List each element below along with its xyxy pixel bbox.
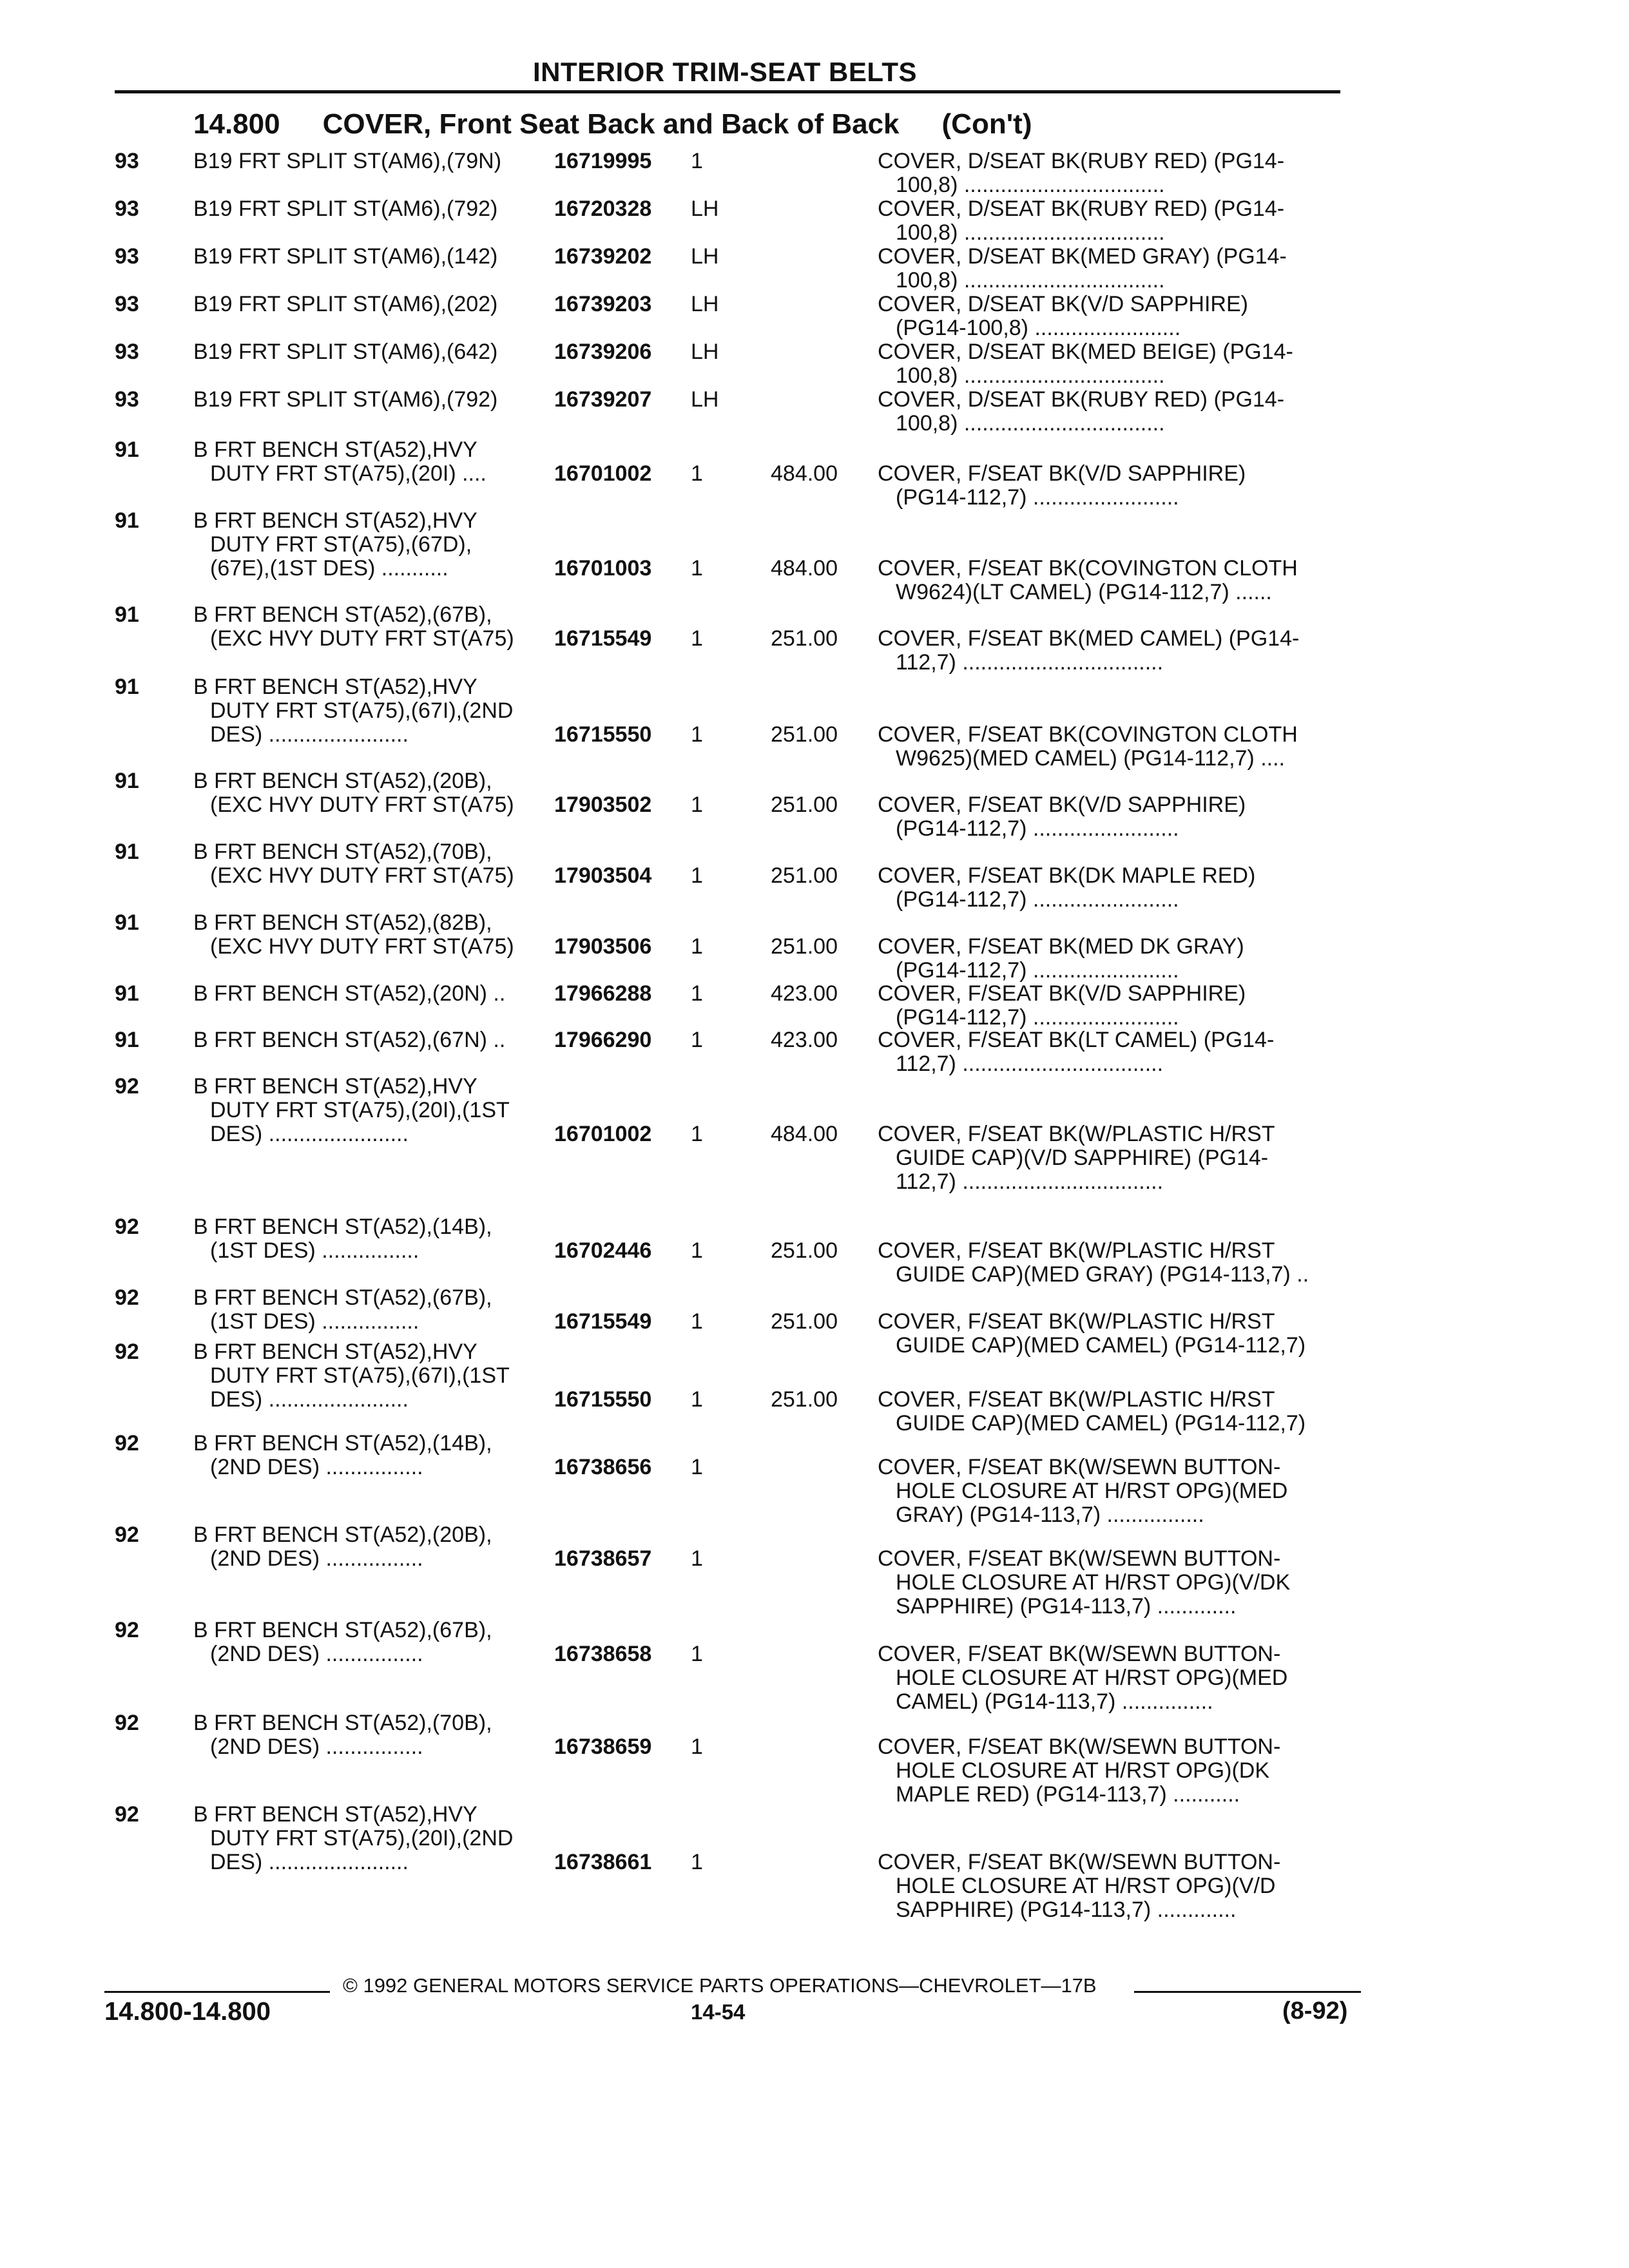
part-number: 16719995 (554, 149, 652, 173)
part-description-line: COVER, F/SEAT BK(COVINGTON CLOTH (878, 557, 1298, 581)
quantity: 1 (691, 1238, 703, 1263)
usage-description-line: (2ND DES) ................ (210, 1546, 423, 1571)
callout-number: 91 (115, 769, 139, 793)
quantity: 1 (691, 1642, 703, 1666)
part-description (878, 1547, 1367, 1619)
usage-description-line: (1ST DES) ................ (210, 1309, 419, 1334)
quantity: 1 (691, 1735, 703, 1759)
usage-description (193, 1028, 554, 1052)
part-description-line: 112,7) ................................. (896, 1052, 1164, 1076)
part-number: 17903506 (554, 934, 652, 959)
part-description-line: (PG14-100,8) ........................ (896, 316, 1181, 340)
usage-description (193, 509, 554, 581)
usage-description-line: B FRT BENCH ST(A52),(20N) .. (193, 981, 506, 1006)
part-description (878, 1310, 1367, 1358)
callout-number: 91 (115, 840, 139, 864)
part-description-line: HOLE CLOSURE AT H/RST OPG)(DK (896, 1759, 1270, 1783)
price: 251.00 (771, 1238, 838, 1263)
callout-number: 91 (115, 675, 139, 699)
usage-description (193, 340, 554, 364)
part-description-line: COVER, F/SEAT BK(W/PLASTIC H/RST (878, 1310, 1275, 1334)
part-number: 16715550 (554, 1387, 652, 1412)
part-description-line: MAPLE RED) (PG14-113,7) ........... (896, 1783, 1240, 1807)
callout-number: 91 (115, 508, 139, 533)
quantity: 1 (691, 722, 703, 747)
part-description (878, 462, 1367, 510)
part-description-line: COVER, D/SEAT BK(MED BEIGE) (PG14- (878, 340, 1293, 364)
part-description-line: CAMEL) (PG14-113,7) ............... (896, 1690, 1213, 1714)
usage-description-line: (EXC HVY DUTY FRT ST(A75) (210, 934, 514, 959)
part-description-line: COVER, D/SEAT BK(V/D SAPPHIRE) (878, 293, 1248, 316)
usage-description (193, 769, 554, 817)
part-number: 17903504 (554, 863, 652, 888)
quantity: 1 (691, 626, 703, 651)
part-number: 17966290 (554, 1028, 652, 1052)
page-title: INTERIOR TRIM-SEAT BELTS (532, 57, 918, 87)
part-description-line: 100,8) ................................. (896, 364, 1165, 388)
footer-page-number: 14-54 (691, 2000, 746, 2024)
price: 251.00 (771, 722, 838, 747)
footer-rule-right (1134, 1991, 1361, 1993)
part-description-line: COVER, F/SEAT BK(COVINGTON CLOTH (878, 723, 1298, 747)
part-description-line: COVER, F/SEAT BK(W/SEWN BUTTON- (878, 1850, 1281, 1874)
callout-number: 93 (115, 340, 139, 364)
section-number: 14.800 (193, 108, 280, 140)
quantity: LH (691, 340, 719, 364)
part-description (878, 1850, 1367, 1922)
usage-description-line: (2ND DES) ................ (210, 1735, 423, 1759)
part-description (878, 293, 1367, 340)
part-description-line: GUIDE CAP)(MED CAMEL) (PG14-112,7) (896, 1334, 1306, 1358)
part-description-line: COVER, F/SEAT BK(V/D SAPPHIRE) (878, 462, 1246, 486)
usage-description-line: B FRT BENCH ST(A52),(67N) .. (193, 1028, 506, 1052)
part-description-line: 100,8) ................................. (896, 412, 1165, 436)
part-description (878, 723, 1367, 771)
quantity: 1 (691, 556, 703, 581)
quantity: LH (691, 387, 719, 412)
usage-description-line: B FRT BENCH ST(A52),(14B), (193, 1431, 492, 1456)
part-description-line: COVER, F/SEAT BK(W/SEWN BUTTON- (878, 1642, 1281, 1666)
part-description-line: COVER, F/SEAT BK(W/SEWN BUTTON- (878, 1456, 1281, 1479)
callout-number: 92 (115, 1285, 139, 1310)
callout-number: 93 (115, 244, 139, 269)
callout-number: 92 (115, 1431, 139, 1456)
usage-description (193, 149, 554, 173)
quantity: 1 (691, 1122, 703, 1146)
callout-number: 92 (115, 1802, 139, 1827)
part-description (878, 197, 1367, 245)
usage-description-line: (EXC HVY DUTY FRT ST(A75) (210, 863, 514, 888)
quantity: LH (691, 292, 719, 316)
part-description (878, 1122, 1367, 1194)
usage-description-line: B FRT BENCH ST(A52),HVY (193, 675, 477, 699)
part-number: 16715549 (554, 626, 652, 651)
callout-number: 91 (115, 1028, 139, 1052)
price: 251.00 (771, 934, 838, 959)
usage-description (193, 1432, 554, 1479)
quantity: 1 (691, 863, 703, 888)
quantity: 1 (691, 461, 703, 486)
price: 423.00 (771, 981, 838, 1006)
callout-number: 92 (115, 1340, 139, 1364)
usage-description-line: (EXC HVY DUTY FRT ST(A75) (210, 626, 514, 651)
usage-description-line: DES) ....................... (210, 1387, 409, 1412)
callout-number: 92 (115, 1618, 139, 1642)
part-number: 17903502 (554, 793, 652, 817)
part-number: 16739202 (554, 244, 652, 269)
callout-number: 92 (115, 1523, 139, 1547)
price: 251.00 (771, 793, 838, 817)
usage-description-line: B FRT BENCH ST(A52),HVY (193, 1074, 477, 1099)
part-description-line: HOLE CLOSURE AT H/RST OPG)(V/DK (896, 1571, 1291, 1595)
usage-description-line: B FRT BENCH ST(A52),HVY (193, 437, 477, 462)
part-description-line: COVER, F/SEAT BK(W/SEWN BUTTON- (878, 1735, 1281, 1759)
part-number: 16739207 (554, 387, 652, 412)
usage-description (193, 245, 554, 269)
part-description-line: GRAY) (PG14-113,7) ................ (896, 1503, 1204, 1527)
part-number: 16701003 (554, 556, 652, 581)
quantity: 1 (691, 1028, 703, 1052)
part-description (878, 388, 1367, 436)
usage-description (193, 982, 554, 1006)
part-number: 17966288 (554, 981, 652, 1006)
quantity: 1 (691, 1850, 703, 1874)
usage-description (193, 197, 554, 221)
usage-description-line: B19 FRT SPLIT ST(AM6),(202) (193, 292, 498, 316)
part-description-line: SAPPHIRE) (PG14-113,7) ............. (896, 1595, 1237, 1619)
callout-number: 93 (115, 292, 139, 316)
usage-description-line: DUTY FRT ST(A75),(20I),(1ST (210, 1098, 510, 1122)
part-description (878, 864, 1367, 912)
part-number: 16702446 (554, 1238, 652, 1263)
price: 484.00 (771, 1122, 838, 1146)
part-description-line: 100,8) ................................. (896, 269, 1165, 293)
usage-description-line: B FRT BENCH ST(A52),(14B), (193, 1215, 492, 1239)
usage-description (193, 1340, 554, 1412)
usage-description-line: B19 FRT SPLIT ST(AM6),(142) (193, 244, 498, 269)
part-description (878, 149, 1367, 197)
quantity: LH (691, 244, 719, 269)
quantity: 1 (691, 1455, 703, 1479)
part-description-line: (PG14-112,7) ........................ (896, 888, 1179, 912)
usage-description-line: DUTY FRT ST(A75),(67I),(1ST (210, 1363, 510, 1388)
price: 251.00 (771, 1387, 838, 1412)
part-description-line: (PG14-112,7) ........................ (896, 486, 1179, 510)
part-description (878, 793, 1367, 841)
section-title: COVER, Front Seat Back and Back of Back (322, 108, 900, 140)
section-heading (193, 108, 1032, 140)
usage-description-line: (2ND DES) ................ (210, 1455, 423, 1479)
part-description (878, 1456, 1367, 1527)
part-description-line: COVER, F/SEAT BK(V/D SAPPHIRE) (878, 982, 1246, 1006)
usage-description-line: B19 FRT SPLIT ST(AM6),(792) (193, 387, 498, 412)
part-description-line: (PG14-112,7) ........................ (896, 1006, 1179, 1030)
part-description-line: COVER, D/SEAT BK(RUBY RED) (PG14- (878, 149, 1285, 173)
callout-number: 93 (115, 387, 139, 412)
part-description-line: (PG14-112,7) ........................ (896, 817, 1179, 841)
usage-description-line: (EXC HVY DUTY FRT ST(A75) (210, 793, 514, 817)
usage-description (193, 388, 554, 412)
usage-description-line: B FRT BENCH ST(A52),(82B), (193, 910, 492, 935)
callout-number: 91 (115, 437, 139, 462)
part-description-line: COVER, F/SEAT BK(W/SEWN BUTTON- (878, 1547, 1281, 1571)
quantity: 1 (691, 1387, 703, 1412)
part-number: 16701002 (554, 1122, 652, 1146)
part-number: 16739203 (554, 292, 652, 316)
part-description-line: COVER, F/SEAT BK(MED CAMEL) (PG14- (878, 627, 1300, 651)
part-description-line: COVER, F/SEAT BK(W/PLASTIC H/RST (878, 1239, 1275, 1263)
usage-description (193, 293, 554, 316)
part-number: 16715550 (554, 722, 652, 747)
part-number: 16715549 (554, 1309, 652, 1334)
usage-description-line: (2ND DES) ................ (210, 1642, 423, 1666)
usage-description-line: DUTY FRT ST(A75),(67I),(2ND (210, 698, 514, 723)
part-number: 16720328 (554, 197, 652, 221)
part-description-line: GUIDE CAP)(MED GRAY) (PG14-113,7) .. (896, 1263, 1309, 1287)
usage-description-line: DES) ....................... (210, 1850, 409, 1874)
part-number: 16701002 (554, 461, 652, 486)
part-description-line: COVER, F/SEAT BK(MED DK GRAY) (878, 935, 1244, 959)
usage-description-line: (67E),(1ST DES) ........... (210, 556, 448, 581)
part-description-line: COVER, F/SEAT BK(DK MAPLE RED) (878, 864, 1256, 888)
part-description-line: 100,8) ................................. (896, 221, 1165, 245)
part-description-line: W9625)(MED CAMEL) (PG14-112,7) .... (896, 747, 1285, 771)
usage-description (193, 1075, 554, 1146)
part-number: 16738656 (554, 1455, 652, 1479)
usage-description (193, 1619, 554, 1666)
usage-description (193, 1523, 554, 1571)
part-description-line: COVER, D/SEAT BK(RUBY RED) (PG14- (878, 388, 1285, 412)
part-number: 16738657 (554, 1546, 652, 1571)
usage-description-line: B19 FRT SPLIT ST(AM6),(642) (193, 340, 498, 364)
part-description (878, 627, 1367, 675)
part-description-line: COVER, F/SEAT BK(W/PLASTIC H/RST (878, 1388, 1275, 1412)
part-description-line: 112,7) ................................. (896, 651, 1164, 675)
part-description-line: COVER, D/SEAT BK(MED GRAY) (PG14- (878, 245, 1287, 269)
header-rule (115, 90, 1340, 93)
part-description (878, 982, 1367, 1030)
part-description-line: (PG14-112,7) ........................ (896, 959, 1179, 983)
usage-description-line: B19 FRT SPLIT ST(AM6),(79N) (193, 149, 502, 173)
usage-description-line: B19 FRT SPLIT ST(AM6),(792) (193, 197, 498, 221)
callout-number: 92 (115, 1711, 139, 1735)
footer-rule-left (104, 1991, 330, 1993)
part-description (878, 245, 1367, 293)
usage-description-line: B FRT BENCH ST(A52),(67B), (193, 1618, 492, 1642)
callout-number: 93 (115, 197, 139, 221)
callout-number: 91 (115, 910, 139, 935)
price: 251.00 (771, 1309, 838, 1334)
usage-description (193, 675, 554, 747)
usage-description-line: DES) ....................... (210, 1122, 409, 1146)
price: 484.00 (771, 556, 838, 581)
usage-description-line: DUTY FRT ST(A75),(20I),(2ND (210, 1826, 514, 1850)
price: 251.00 (771, 863, 838, 888)
quantity: LH (691, 197, 719, 221)
price: 423.00 (771, 1028, 838, 1052)
usage-description-line: B FRT BENCH ST(A52),(67B), (193, 602, 492, 627)
quantity: 1 (691, 1309, 703, 1334)
usage-description-line: (1ST DES) ................ (210, 1238, 419, 1263)
usage-description-line: B FRT BENCH ST(A52),(67B), (193, 1285, 492, 1310)
part-number: 16738658 (554, 1642, 652, 1666)
usage-description-line: B FRT BENCH ST(A52),(70B), (193, 840, 492, 864)
price: 484.00 (771, 461, 838, 486)
part-description-line: 100,8) ................................. (896, 173, 1165, 197)
usage-description-line: B FRT BENCH ST(A52),HVY (193, 508, 477, 533)
part-description (878, 1239, 1367, 1287)
usage-description (193, 1286, 554, 1334)
part-description-line: COVER, F/SEAT BK(V/D SAPPHIRE) (878, 793, 1246, 817)
part-description-line: COVER, F/SEAT BK(W/PLASTIC H/RST (878, 1122, 1275, 1146)
quantity: 1 (691, 149, 703, 173)
part-description (878, 935, 1367, 983)
callout-number: 92 (115, 1074, 139, 1099)
part-description (878, 1388, 1367, 1436)
quantity: 1 (691, 981, 703, 1006)
part-description (878, 557, 1367, 604)
callout-number: 91 (115, 981, 139, 1006)
part-description (878, 340, 1367, 388)
part-number: 16738659 (554, 1735, 652, 1759)
usage-description-line: B FRT BENCH ST(A52),HVY (193, 1802, 477, 1827)
usage-description-line: DES) ....................... (210, 722, 409, 747)
part-description-line: 112,7) ................................. (896, 1170, 1164, 1194)
part-number: 16739206 (554, 340, 652, 364)
part-description-line: W9624)(LT CAMEL) (PG14-112,7) ...... (896, 581, 1272, 604)
part-description-line: GUIDE CAP)(MED CAMEL) (PG14-112,7) (896, 1412, 1306, 1436)
callout-number: 93 (115, 149, 139, 173)
callout-number: 92 (115, 1215, 139, 1239)
part-description-line: SAPPHIRE) (PG14-113,7) ............. (896, 1898, 1237, 1922)
price: 251.00 (771, 626, 838, 651)
usage-description-line: DUTY FRT ST(A75),(67D), (210, 532, 472, 557)
footer-copyright: © 1992 GENERAL MOTORS SERVICE PARTS OPERATIONS—CHEVROLET—17B (343, 1974, 1097, 1997)
usage-description-line: B FRT BENCH ST(A52),HVY (193, 1340, 477, 1364)
part-description-line: COVER, F/SEAT BK(LT CAMEL) (PG14- (878, 1028, 1275, 1052)
usage-description (193, 1711, 554, 1759)
part-description (878, 1642, 1367, 1714)
part-description-line: HOLE CLOSURE AT H/RST OPG)(V/D (896, 1874, 1276, 1898)
part-description (878, 1735, 1367, 1807)
quantity: 1 (691, 793, 703, 817)
footer-section-range: 14.800-14.800 (104, 1997, 271, 2026)
usage-description (193, 1215, 554, 1263)
usage-description (193, 603, 554, 651)
footer-date: (8-92) (1282, 1997, 1348, 2024)
usage-description-line: B FRT BENCH ST(A52),(20B), (193, 769, 492, 793)
part-description-line: COVER, D/SEAT BK(RUBY RED) (PG14- (878, 197, 1285, 221)
usage-description (193, 1803, 554, 1874)
part-description-line: HOLE CLOSURE AT H/RST OPG)(MED (896, 1479, 1288, 1503)
part-description-line: GUIDE CAP)(V/D SAPPHIRE) (PG14- (896, 1146, 1269, 1170)
usage-description-line: B FRT BENCH ST(A52),(20B), (193, 1523, 492, 1547)
quantity: 1 (691, 934, 703, 959)
usage-description-line: B FRT BENCH ST(A52),(70B), (193, 1711, 492, 1735)
usage-description (193, 840, 554, 888)
section-continued: (Con't) (941, 108, 1032, 140)
usage-description (193, 911, 554, 959)
callout-number: 91 (115, 602, 139, 627)
part-description-line: HOLE CLOSURE AT H/RST OPG)(MED (896, 1666, 1288, 1690)
usage-description-line: DUTY FRT ST(A75),(20I) .... (210, 461, 487, 486)
usage-description (193, 438, 554, 486)
part-description (878, 1028, 1367, 1076)
quantity: 1 (691, 1546, 703, 1571)
part-number: 16738661 (554, 1850, 652, 1874)
